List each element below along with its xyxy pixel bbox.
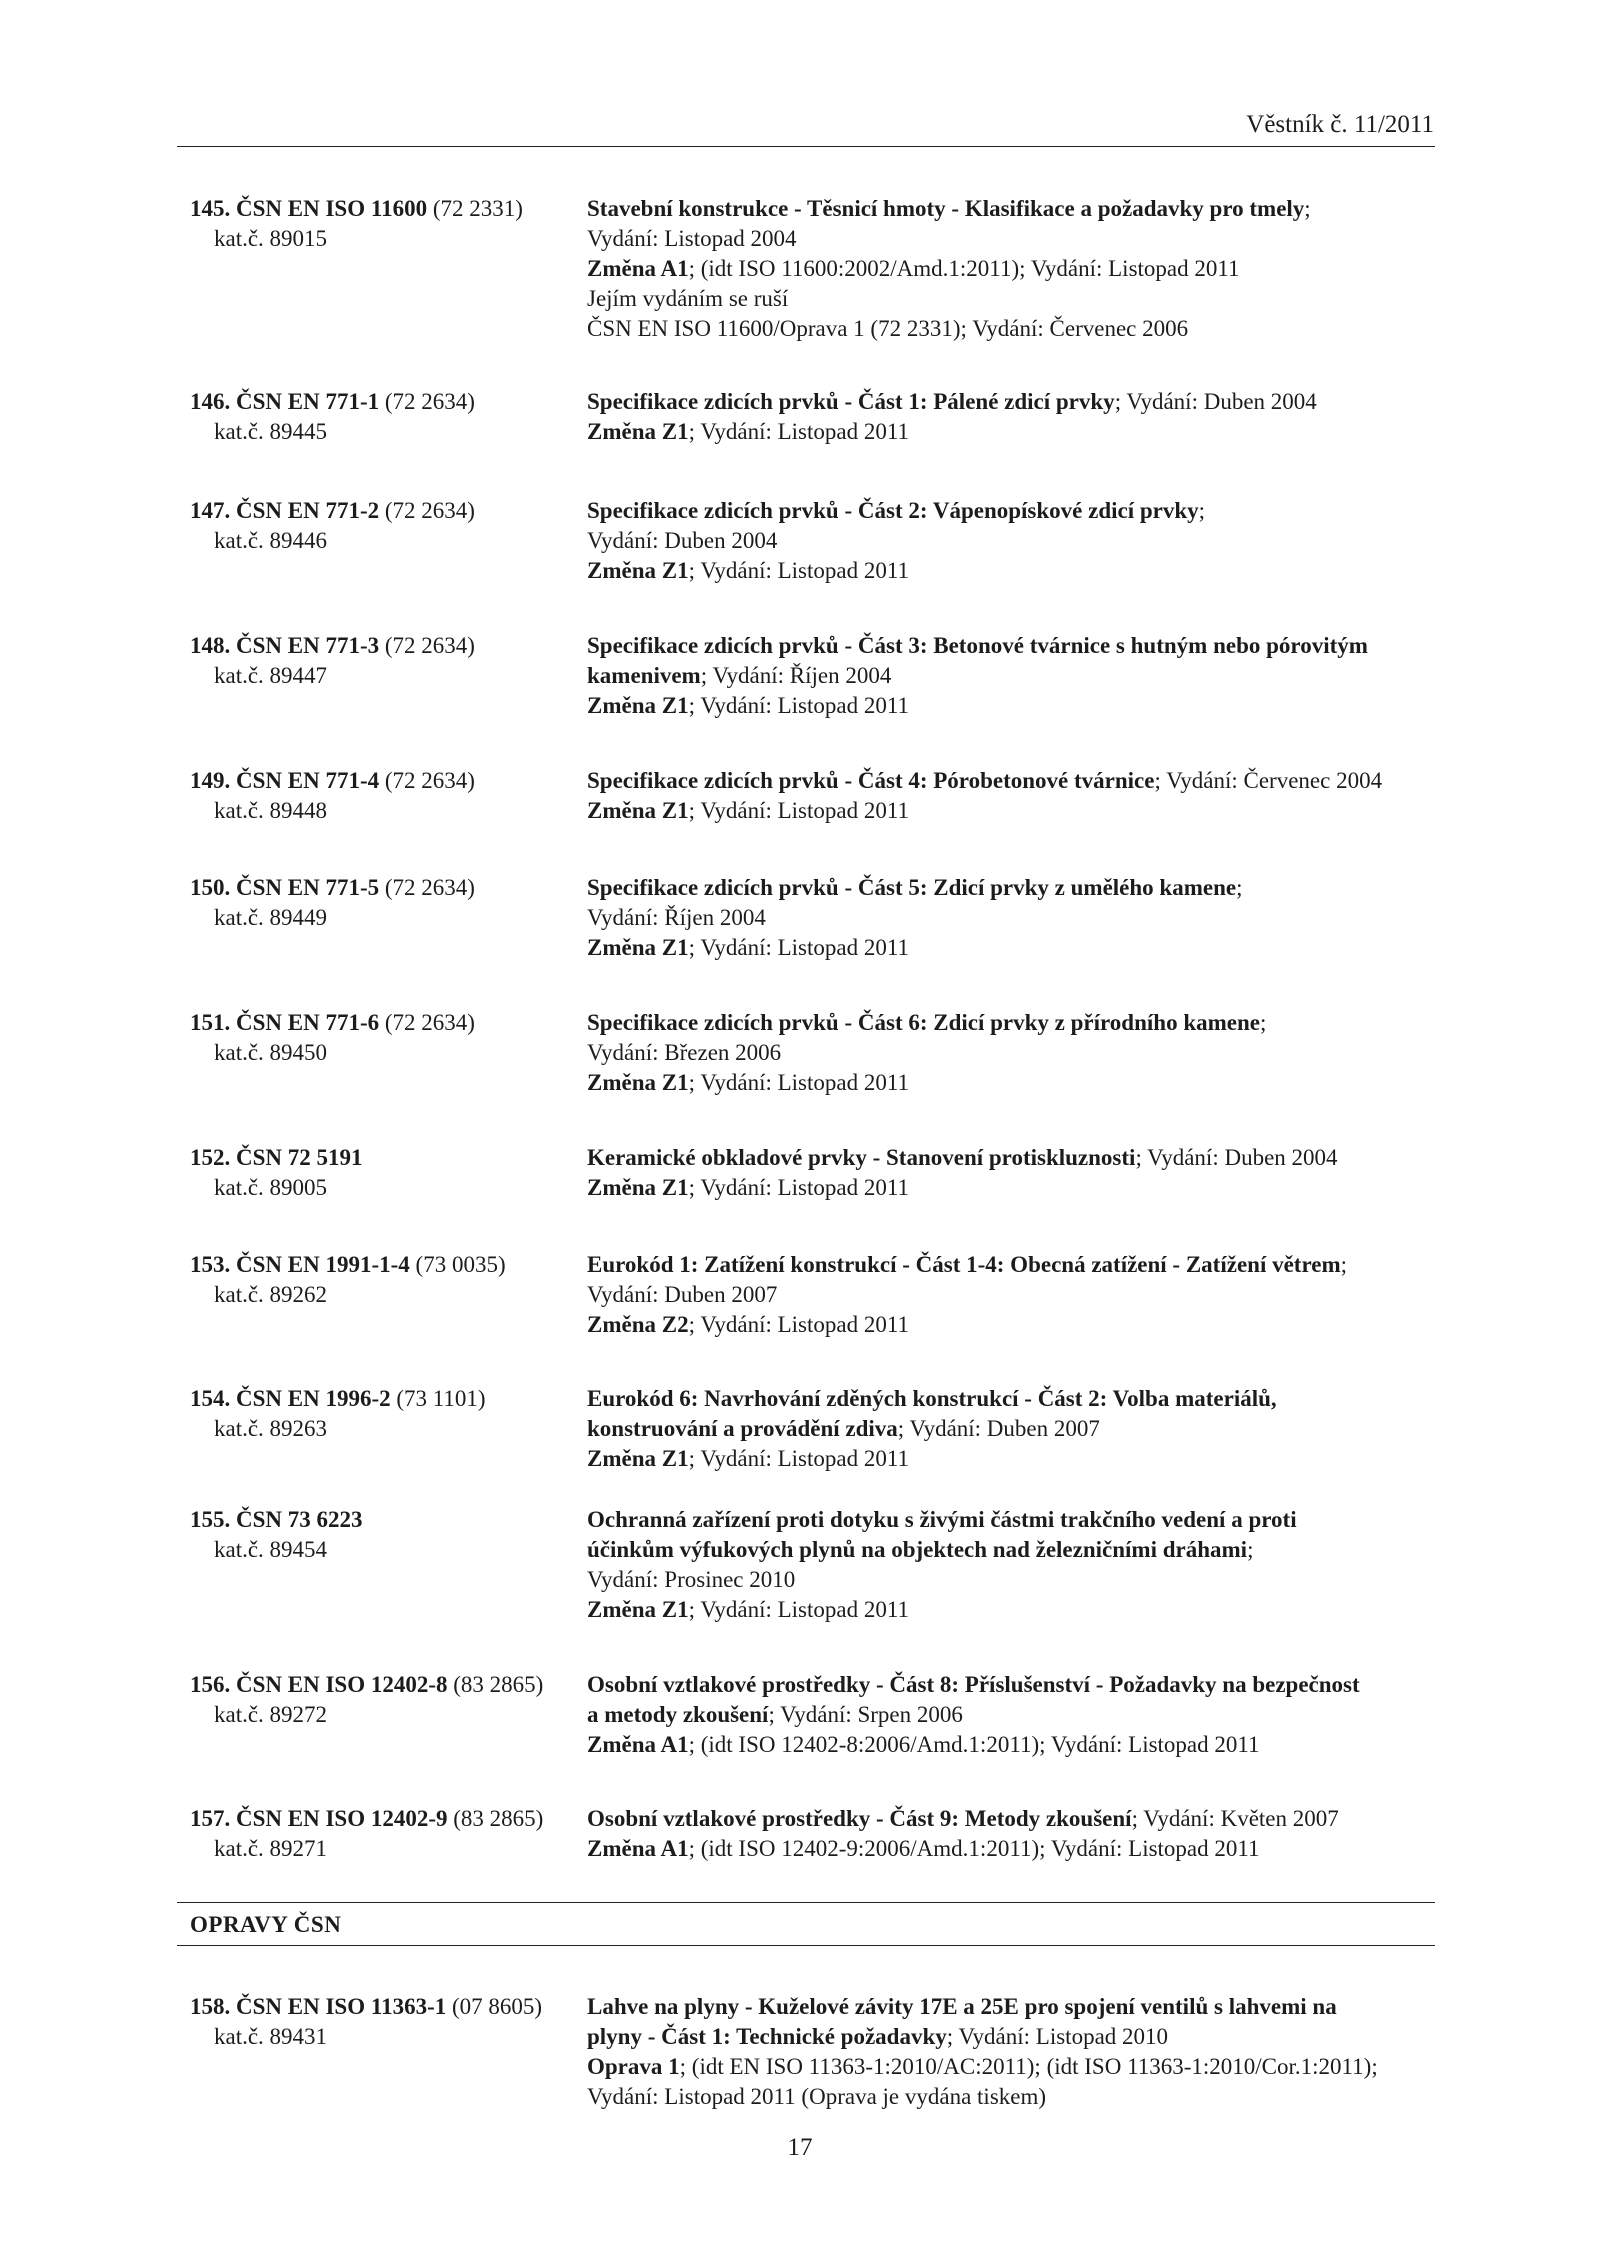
description-text: Vydání: Prosinec 2010: [587, 1567, 796, 1592]
description-title: Specifikace zdicích prvků - Část 1: Pálené zdicí prvky: [587, 389, 1115, 414]
standard-code-line: [190, 631, 580, 661]
standard-code-line: [190, 194, 580, 224]
description-title: kamenivem: [587, 663, 701, 688]
catalog-number: kat.č. 89272: [214, 1702, 328, 1727]
description-line: [587, 1038, 1437, 1068]
standard-code-line: [190, 387, 580, 417]
description-line: [587, 1068, 1437, 1098]
classification-code: (73 0035): [409, 1252, 506, 1277]
description-line: [587, 1414, 1437, 1444]
standard-number: 156. ČSN EN ISO 12402-8: [190, 1672, 448, 1697]
standard-number: 149. ČSN EN 771-4: [190, 768, 380, 793]
catalog-number: kat.č. 89450: [214, 1040, 328, 1065]
standard-number: 148. ČSN EN 771-3: [190, 633, 380, 658]
classification-code: (72 2634): [379, 389, 475, 414]
standard-description: [587, 766, 1437, 826]
description-title: Změna Z1: [587, 1446, 689, 1471]
description-title: Osobní vztlakové prostředky - Část 8: Příslušenství - Požadavky na bezpečnost: [587, 1672, 1360, 1697]
description-text: Vydání: Duben 2007: [587, 1282, 778, 1307]
catalog-number: kat.č. 89263: [214, 1416, 328, 1441]
description-text: ; Vydání: Listopad 2011: [688, 419, 910, 444]
description-text: ; Vydání: Duben 2004: [1135, 1145, 1338, 1170]
description-line: [587, 691, 1437, 721]
standard-identifier: [190, 766, 580, 826]
description-title: Specifikace zdicích prvků - Část 2: Vápenopískové zdicí prvky: [587, 498, 1199, 523]
description-title: Keramické obkladové prvky - Stanovení protiskluznosti: [587, 1145, 1136, 1170]
standard-code-line: [190, 1384, 580, 1414]
description-title: Stavební konstrukce - Těsnicí hmoty - Klasifikace a požadavky pro tmely: [587, 196, 1305, 221]
description-line: [587, 1595, 1437, 1625]
classification-code: (72 2634): [379, 1010, 475, 1035]
standard-number: 147. ČSN EN 771-2: [190, 498, 380, 523]
standard-description: [587, 1008, 1437, 1098]
description-text: ; Vydání: Srpen 2006: [768, 1702, 963, 1727]
standard-identifier: [190, 873, 580, 933]
description-line: [587, 1250, 1437, 1280]
description-title: Změna Z2: [587, 1312, 689, 1337]
page-number: 17: [787, 2134, 813, 2161]
description-line: [587, 526, 1437, 556]
catalog-number: kat.č. 89431: [214, 2024, 328, 2049]
description-line: [587, 1008, 1437, 1038]
catalog-number: kat.č. 89445: [214, 419, 328, 444]
standard-number: 151. ČSN EN 771-6: [190, 1010, 380, 1035]
standard-description: [587, 873, 1437, 963]
description-line: [587, 1670, 1437, 1700]
description-line: [587, 1804, 1437, 1834]
description-text: ; (idt ISO 11600:2002/Amd.1:2011); Vydání: Listopad 2011: [688, 256, 1240, 281]
description-line: [587, 254, 1437, 284]
description-line: [587, 631, 1437, 661]
standard-identifier: [190, 1008, 580, 1068]
standard-description: [587, 1505, 1437, 1625]
description-line: [587, 496, 1437, 526]
catalog-number: kat.č. 89447: [214, 663, 328, 688]
description-text: ; Vydání: Listopad 2011: [688, 1312, 910, 1337]
catalog-number: kat.č. 89015: [214, 226, 328, 251]
description-text: ; Vydání: Květen 2007: [1131, 1806, 1339, 1831]
description-title: plyny - Část 1: Technické požadavky: [587, 2024, 947, 2049]
standard-identifier: [190, 1804, 580, 1864]
description-line: [587, 2022, 1437, 2052]
catalog-number: kat.č. 89448: [214, 798, 328, 823]
description-text: ;: [1304, 196, 1311, 221]
description-title: a metody zkoušení: [587, 1702, 769, 1727]
description-line: [587, 1565, 1437, 1595]
description-line: [587, 387, 1437, 417]
description-line: [587, 284, 1437, 314]
standard-code-line: [190, 1804, 580, 1834]
classification-code: (72 2634): [379, 768, 475, 793]
description-text: ; Vydání: Listopad 2011: [688, 1597, 910, 1622]
standard-description: [587, 1143, 1437, 1203]
section-rule-bottom: [177, 1945, 1435, 1946]
standard-number: 146. ČSN EN 771-1: [190, 389, 380, 414]
description-title: Změna A1: [587, 256, 689, 281]
description-line: [587, 556, 1437, 586]
description-line: [587, 903, 1437, 933]
catalog-number: kat.č. 89262: [214, 1282, 328, 1307]
standard-identifier: [190, 194, 580, 254]
description-line: [587, 661, 1437, 691]
standard-code-line: [190, 1670, 580, 1700]
standard-number: 158. ČSN EN ISO 11363-1: [190, 1994, 447, 2019]
header-rule: [177, 146, 1435, 147]
description-line: [587, 1700, 1437, 1730]
description-line: [587, 1505, 1437, 1535]
description-text: ; Vydání: Listopad 2011: [688, 1446, 910, 1471]
description-text: ; (idt ISO 12402-9:2006/Amd.1:2011); Vydání: Listopad 2011: [688, 1836, 1260, 1861]
description-line: [587, 1535, 1437, 1565]
standard-identifier: [190, 1505, 580, 1565]
standard-description: [587, 1670, 1437, 1760]
classification-code: (73 1101): [390, 1386, 486, 1411]
standard-description: [587, 631, 1437, 721]
description-title: Specifikace zdicích prvků - Část 5: Zdicí prvky z umělého kamene: [587, 875, 1237, 900]
standard-code-line: [190, 1250, 580, 1280]
description-title: Specifikace zdicích prvků - Část 3: Betonové tvárnice s hutným nebo pórovitým: [587, 633, 1368, 658]
description-text: ;: [1236, 875, 1243, 900]
description-line: [587, 1444, 1437, 1474]
catalog-number: kat.č. 89454: [214, 1537, 328, 1562]
classification-code: (83 2865): [447, 1806, 544, 1831]
description-title: Specifikace zdicích prvků - Část 6: Zdicí prvky z přírodního kamene: [587, 1010, 1260, 1035]
description-text: ; Vydání: Duben 2007: [897, 1416, 1100, 1441]
description-text: ; Vydání: Listopad 2011: [688, 1175, 910, 1200]
standard-code-line: [190, 1143, 580, 1173]
classification-code: (72 2634): [379, 875, 475, 900]
standard-number: 145. ČSN EN ISO 11600: [190, 196, 428, 221]
standard-number: 157. ČSN EN ISO 12402-9: [190, 1806, 448, 1831]
catalog-number: kat.č. 89271: [214, 1836, 328, 1861]
description-text: ; Vydání: Listopad 2010: [946, 2024, 1169, 2049]
description-text: ; Vydání: Říjen 2004: [700, 663, 892, 688]
standard-number: 153. ČSN EN 1991-1-4: [190, 1252, 410, 1277]
standard-identifier: [190, 1670, 580, 1730]
description-text: ;: [1260, 1010, 1267, 1035]
description-line: [587, 1834, 1437, 1864]
catalog-number: kat.č. 89446: [214, 528, 328, 553]
standard-identifier: [190, 1143, 580, 1203]
standard-identifier: [190, 631, 580, 691]
description-line: [587, 224, 1437, 254]
description-line: [587, 1384, 1437, 1414]
description-title: Změna Z1: [587, 558, 689, 583]
description-line: [587, 1280, 1437, 1310]
description-title: Změna A1: [587, 1732, 689, 1757]
description-title: Změna A1: [587, 1836, 689, 1861]
description-line: [587, 766, 1437, 796]
classification-code: (07 8605): [446, 1994, 543, 2019]
description-text: ; Vydání: Duben 2004: [1114, 389, 1317, 414]
standard-description: [587, 1992, 1437, 2112]
description-title: Eurokód 1: Zatížení konstrukcí - Část 1-4: Obecná zatížení - Zatížení větrem: [587, 1252, 1341, 1277]
description-line: [587, 1730, 1437, 1760]
description-title: Změna Z1: [587, 935, 689, 960]
standard-code-line: [190, 873, 580, 903]
journal-issue-title: Věstník č. 11/2011: [1246, 111, 1434, 138]
description-line: [587, 1992, 1437, 2022]
standard-description: [587, 387, 1437, 447]
standard-description: [587, 496, 1437, 586]
standard-code-line: [190, 1505, 580, 1535]
standard-description: [587, 194, 1437, 344]
description-text: ; Vydání: Listopad 2011: [688, 1070, 910, 1095]
description-line: [587, 933, 1437, 963]
description-text: ; Vydání: Listopad 2011: [688, 935, 910, 960]
description-text: ČSN EN ISO 11600/Oprava 1 (72 2331); Vydání: Červenec 2006: [587, 316, 1189, 341]
description-title: Změna Z1: [587, 693, 689, 718]
section-rule-top: [177, 1902, 1435, 1903]
catalog-number: kat.č. 89449: [214, 905, 328, 930]
description-title: Lahve na plyny - Kuželové závity 17E a 25E pro spojení ventilů s lahvemi na: [587, 1994, 1337, 2019]
standard-number: 152. ČSN 72 5191: [190, 1145, 363, 1170]
description-line: [587, 1143, 1437, 1173]
description-title: Oprava 1: [587, 2054, 680, 2079]
standard-number: 155. ČSN 73 6223: [190, 1507, 363, 1532]
description-title: Změna Z1: [587, 419, 689, 444]
description-line: [587, 1173, 1437, 1203]
description-title: Změna Z1: [587, 1070, 689, 1095]
standard-description: [587, 1384, 1437, 1474]
description-line: [587, 417, 1437, 447]
description-line: [587, 194, 1437, 224]
description-text: Vydání: Říjen 2004: [587, 905, 766, 930]
standard-code-line: [190, 1008, 580, 1038]
standard-number: 154. ČSN EN 1996-2: [190, 1386, 391, 1411]
description-title: Změna Z1: [587, 1597, 689, 1622]
standard-identifier: [190, 387, 580, 447]
section-title: OPRAVY ČSN: [190, 1912, 342, 1937]
classification-code: (72 2634): [379, 633, 475, 658]
description-text: Vydání: Listopad 2004: [587, 226, 797, 251]
standard-identifier: [190, 1250, 580, 1310]
standard-code-line: [190, 766, 580, 796]
standard-code-line: [190, 1992, 580, 2022]
description-title: Specifikace zdicích prvků - Část 4: Pórobetonové tvárnice: [587, 768, 1155, 793]
description-text: ; Vydání: Listopad 2011: [688, 693, 910, 718]
description-text: ;: [1340, 1252, 1347, 1277]
catalog-number: kat.č. 89005: [214, 1175, 328, 1200]
description-title: Změna Z1: [587, 798, 689, 823]
standard-code-line: [190, 496, 580, 526]
description-line: [587, 1310, 1437, 1340]
description-line: [587, 2082, 1437, 2112]
description-title: Eurokód 6: Navrhování zděných konstrukcí - Část 2: Volba materiálů,: [587, 1386, 1277, 1411]
description-title: Ochranná zařízení proti dotyku s živými částmi trakčního vedení a proti: [587, 1507, 1297, 1532]
classification-code: (83 2865): [447, 1672, 544, 1697]
description-text: ;: [1198, 498, 1206, 523]
standard-identifier: [190, 496, 580, 556]
description-line: [587, 796, 1437, 826]
description-text: Vydání: Listopad 2011 (Oprava je vydána tiskem): [587, 2084, 1047, 2109]
standard-identifier: [190, 1384, 580, 1444]
description-line: [587, 873, 1437, 903]
description-title: Změna Z1: [587, 1175, 689, 1200]
description-text: Vydání: Březen 2006: [587, 1040, 782, 1065]
description-text: ; Vydání: Listopad 2011: [688, 798, 910, 823]
description-line: [587, 2052, 1437, 2082]
standard-number: 150. ČSN EN 771-5: [190, 875, 380, 900]
standard-description: [587, 1804, 1437, 1864]
description-text: ; (idt EN ISO 11363-1:2010/AC:2011); (idt ISO 11363-1:2010/Cor.1:2011);: [679, 2054, 1378, 2079]
standard-identifier: [190, 1992, 580, 2052]
description-text: ; Vydání: Červenec 2004: [1154, 768, 1383, 793]
classification-code: (72 2634): [379, 498, 475, 523]
classification-code: (72 2331): [427, 196, 523, 221]
description-text: Vydání: Duben 2004: [587, 528, 778, 553]
description-text: ; Vydání: Listopad 2011: [688, 558, 910, 583]
description-text: Jejím vydáním se ruší: [587, 286, 789, 311]
description-title: účinkům výfukových plynů na objektech nad železničními dráhami: [587, 1537, 1248, 1562]
description-title: konstruování a provádění zdiva: [587, 1416, 898, 1441]
description-title: Osobní vztlakové prostředky - Část 9: Metody zkoušení: [587, 1806, 1132, 1831]
standard-description: [587, 1250, 1437, 1340]
description-text: ;: [1247, 1537, 1254, 1562]
description-line: [587, 314, 1437, 344]
description-text: ; (idt ISO 12402-8:2006/Amd.1:2011); Vydání: Listopad 2011: [688, 1732, 1260, 1757]
